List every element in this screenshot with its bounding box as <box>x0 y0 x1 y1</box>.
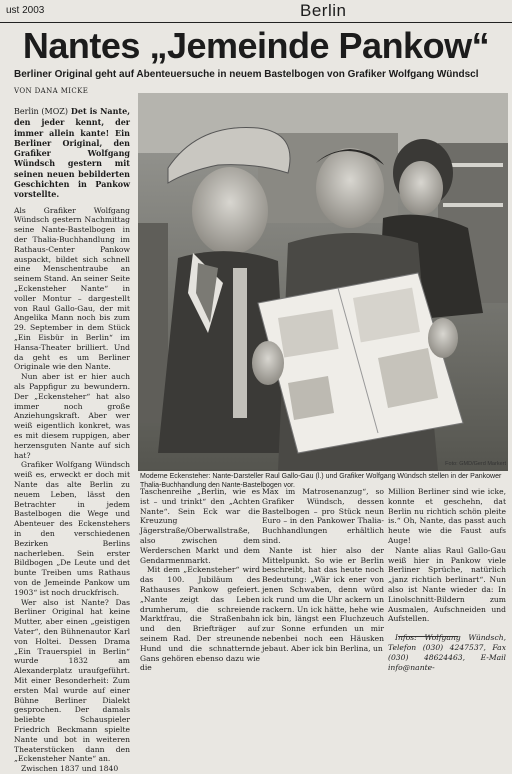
lead-dateline: Berlin (MOZ) <box>14 107 68 116</box>
paragraph: Zwischen 1837 und 1840 <box>21 764 119 774</box>
paragraph: Million Berliner sind wie icke, konnte et geschehn, dat Berlin nu richtich schön pleite is.“ Oh, Nante, das passt auch heute wie die Faust aufs Auge! <box>388 487 506 545</box>
article-column-1 <box>14 106 130 774</box>
paragraph: Wer also ist Nante? Das Berliner Original hat keine Mutter, aber einen „geistigen Vater“, den Bühnenautor Karl von Holtei. Dessen Drama „Ein Trauerspiel in Berlin“ wurde 1832 am Alexanderplatz uraufgeführt. Mit einer Besonderheit: Zum ersten Mal wurde auf einer Bühne Berliner Dialekt gesprochen. Der damals beliebte Schauspieler Friedrich Beckmann spielte Nante und bot in weiteren Theaterstücken dann den „Eckensteher Nante“ an. <box>14 597 130 764</box>
paragraph: Nante ist hier also der Mittelpunkt. So wie er Berlin beschreibt, hat das heute noch Bedeutung: „Wär ick ener von jenen Schwaben, denn würd ick rund um die Uhr ackern un rackern. Un ick hätte, hehe wie ick bin, längst een Fluchzeuch zur Sonne erfunden un mir nebenbei noch een Häusken jebaut. Aber ick bin Berlina, un <box>262 545 384 653</box>
paragraph: Nun aber ist er hier auch als Pappfigur zu bewundern. Der „Eckensteher“ hat also immer noch große Anziehungskraft. Aber wer weiß eigentlich konkret, was es mit diesem ruppigen, aber herzensguten Nante auf sich hat? <box>14 372 130 460</box>
section-title: Berlin <box>300 1 347 20</box>
page-header <box>0 0 512 23</box>
article-byline: VON DANA MICKE <box>14 87 89 95</box>
article-subhead: Berliner Original geht auf Abenteuersuche in neuem Bastelbogen von Grafiker Wolfgang Wündscl <box>14 69 479 80</box>
paragraph: Grafiker Wolfgang Wündsch weiß es, erweckt er doch mit Nante das alte Berlin zu neuem Leben, lässt den Betrachter in jedem Bastelbogen die Wege und Abenteuer des Eckenstehers in den verschiedenen Bezirken Berlins nacherleben. Sein erster Bildbogen „De Leute und det bunte Treiben ums Rathaus von de Jemeinde Pankow um 1903“ ist noch druckfrisch. <box>14 460 130 597</box>
article-lead <box>14 106 130 200</box>
article-column-2 <box>140 487 260 679</box>
article-photo <box>138 93 508 471</box>
caption-text: Moderne Eckensteher: Nante-Darsteller Raul Gallo-Gau (l.) und Grafiker Wolfgang Wündsch stellen in der Pankower Thalia-Buchhandlung den Nante-Bastelbogen vor. <box>140 473 502 489</box>
issue-date: ust 2003 <box>6 5 45 16</box>
info-paragraph: Infos: Wolfgang Wündsch, Telefon (030) 4247537, Fax (030) 48624463, E-Mail info@nante- <box>388 633 506 672</box>
photo-illustration <box>138 93 508 471</box>
article-headline: Nantes „Jemeinde Pankow“ <box>22 25 490 66</box>
photo-credit: Foto: GMD/Gerd Markert <box>445 461 506 467</box>
info-divider <box>398 636 458 637</box>
paragraph: Nante alias Raul Gallo-Gau weiß hier in Pankow viele Berliner Sprüche, natürlich „janz richtich berlinart“. Nun also ist Nante wieder da: In Linolschnitt-Bildern zum Ausmalen, Aufschneiden und Aufstellen. <box>388 545 506 624</box>
article-column-4 <box>388 487 506 679</box>
paragraph: Max im Matrosenanzug“, so Grafiker Wündsch, dessen Bastelbogen – pro Stück neun Euro – in den Pankower Thalia-Buchhandlungen erhältlich sind. <box>262 487 384 545</box>
lead-text: Det is Nante, den jeder kennt, der immer allein kante! Ein Berliner Original, den Grafiker Wolfgang Wündsch gestern mit seinen neuen bebilderten Geschichten in Pankow vorstellte. <box>14 106 130 200</box>
paragraph: Als Grafiker Wolfgang Wündsch gestern Nachmittag seine Nante-Bastelbogen in der Thalia-Buchhandlung im Rathaus-Center Pankow auspackt, bildet sich schnell eine Menschentraube an seinem Stand. An seiner Seite „Eckensteher Nante“ in voller Montur – dargestellt von Raul Gallo-Gau, der mit Angelika Mann noch bis zum 29. September in dem Stück „Ein Eisbür in Berlin“ im Hansa-Theater brilliert. Und da geht es um Berliner Originale wie den Nante. <box>14 205 130 372</box>
paragraph: Mit dem „Eckensteher“ wird das 100. Jubiläum des Rathauses Pankow gefeiert. „Nante zeigt das Leben drumherum, die schreiende Marktfrau, die Straßenbahn und den Briefträger auf seinem Rad. Der streunende Hund und die schnatternde Gans gehören ebenso dazu wie die <box>140 565 260 673</box>
paragraph: Taschenreihe „Berlin, wie es ist – und trinkt“ den „Achten Nante“. Sein Eck war die Kreuzung Jägerstraße/Oberwallstraße, also zwischen dem Werderschen Markt und dem Gendarmenmarkt. <box>140 487 260 565</box>
article-column-3 <box>262 487 384 679</box>
